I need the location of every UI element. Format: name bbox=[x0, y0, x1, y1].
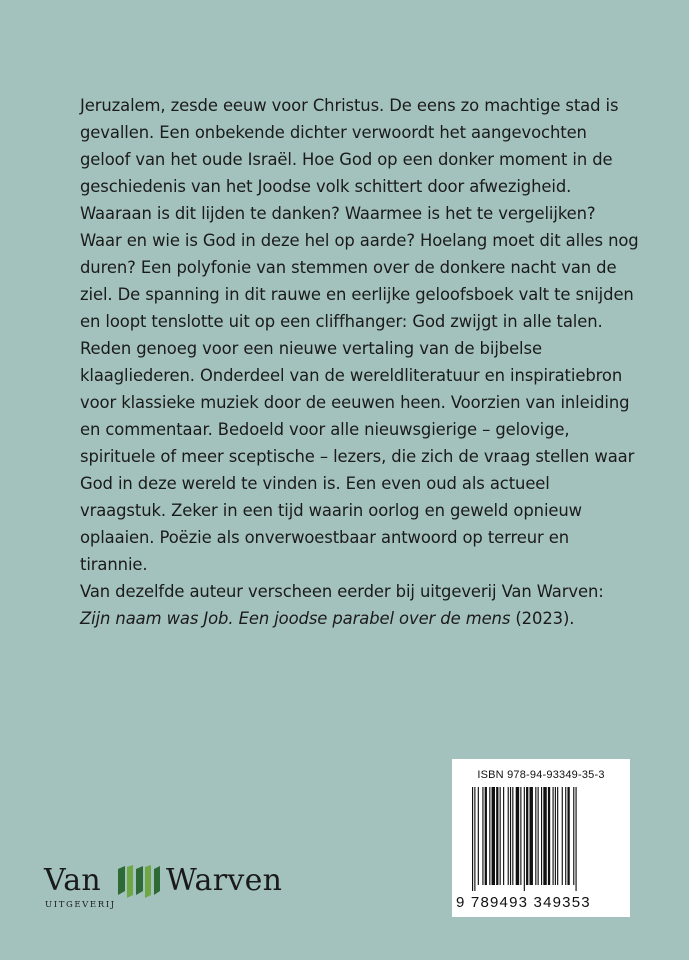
blurb-paragraph-1: Jeruzalem, zesde eeuw voor Christus. De eens zo machtige stad is gevallen. Een onbekende dichter verwoordt het aangevochten geloof van het oude Israël. Hoe God op een donker moment in de geschiedenis van het Joodse volk schittert door afwezigheid. Waaraan is dit lijden te danken? Waarmee is het te vergelijken? Waar en wie is God in deze hel op aarde? Hoelang moet dit alles nog duren? Een polyfonie van stemmen over de donkere nacht van de ziel. De spanning in dit rauwe en eerlijke geloofsboek valt te snijden en loopt tenslotte uit op een cliffhanger: God zwijgt in alle talen. bbox=[80, 96, 639, 331]
blurb-paragraph-2: Reden genoeg voor een nieuwe vertaling van de bijbelse klaagliederen. Onderdeel van de wereldliteratuur en inspiratiebron voor klassieke muziek door de eeuwen heen. Voorzien van inleiding en commentaar. Bedoeld voor alle nieuwsgierige – gelovige, spirituele of meer sceptische – lezers, die zich de vraag stellen waar God in deze wereld te vinden is. Een even oud als actueel vraagstuk. Zeker in een tijd waarin oorlog en geweld opnieuw oplaaien. Poëzie als onverwoestbaar antwoord op terreur en tirannie. bbox=[80, 339, 635, 574]
isbn-label: ISBN 978-94-93349-35-3 bbox=[477, 769, 605, 781]
back-cover-blurb bbox=[80, 92, 640, 632]
publisher-mark-icon bbox=[116, 865, 162, 899]
logo-subtitle: UITGEVERIJ bbox=[45, 900, 116, 910]
logo-text-van: Van bbox=[44, 863, 102, 898]
blurb-paragraph-3 bbox=[80, 578, 640, 632]
publisher-logo bbox=[44, 863, 304, 913]
isbn-barcode-panel bbox=[452, 759, 630, 917]
blurb-previous-work-lead: Van dezelfde auteur verscheen eerder bij uitgeverij Van Warven: bbox=[80, 582, 604, 601]
isbn-digits: 9 789493 349353 bbox=[456, 894, 591, 911]
blurb-previous-work-title: Zijn naam was Job. Een joodse parabel over de mens bbox=[80, 609, 511, 628]
barcode-icon bbox=[472, 787, 612, 891]
blurb-previous-work-year: (2023). bbox=[510, 609, 575, 628]
logo-text-warven: Warven bbox=[166, 863, 283, 898]
